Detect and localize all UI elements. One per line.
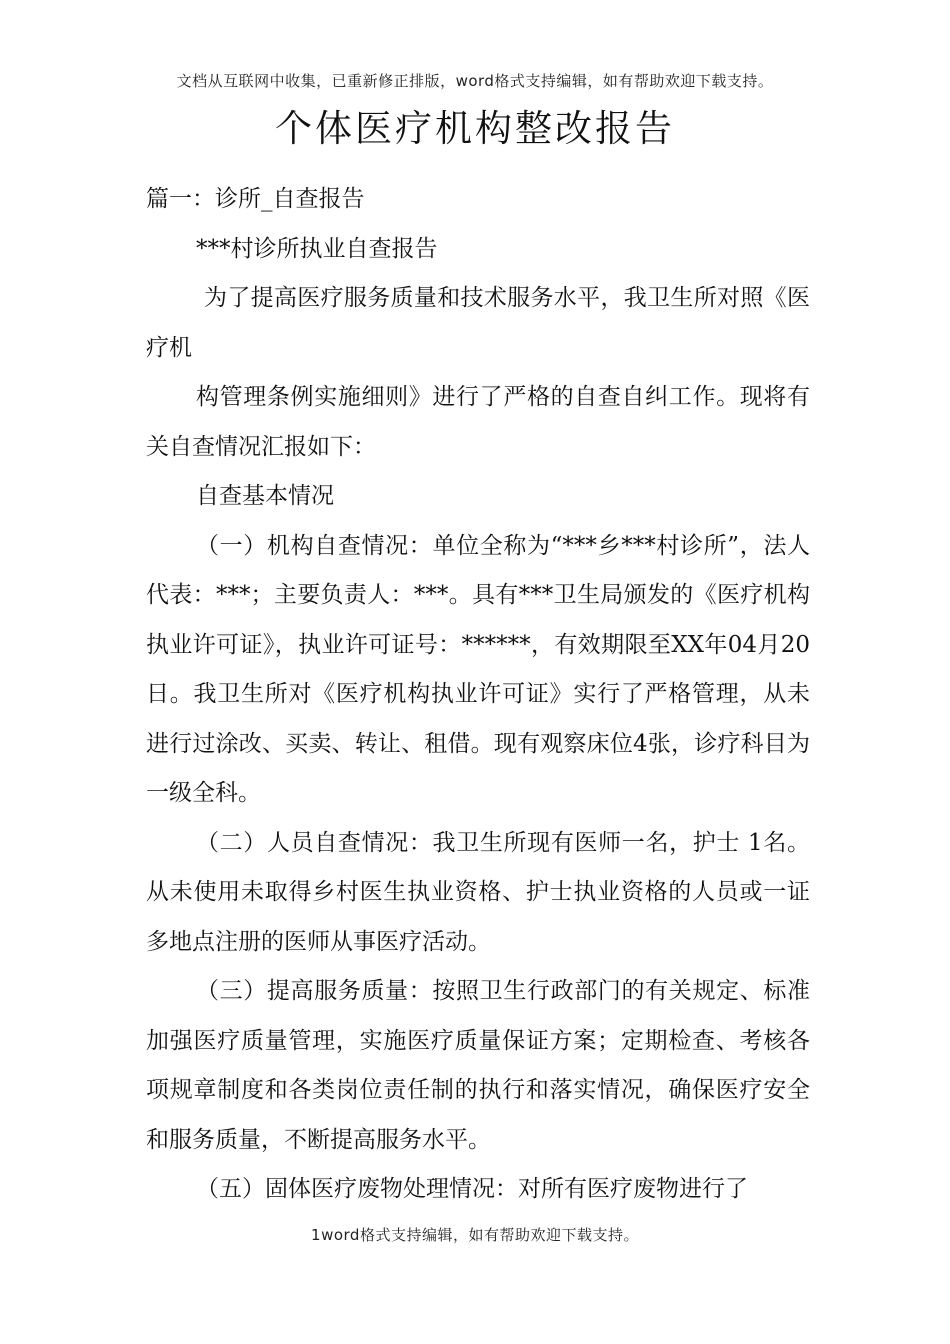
footer-note: 1word格式支持编辑，如有帮助欢迎下载支持。 [311,1226,639,1244]
subsection-heading: 自查基本情况 [196,483,334,509]
paragraph-intro-continued: 构管理条例实施细则》进行了严格的自查自纠工作。现将有关自查情况汇报如下： [146,384,810,460]
section-heading: 篇一：诊所_自查报告 [146,186,365,212]
paragraph-institution: （一）机构自查情况：单位全称为“***乡***村诊所”，法人代表：***；主要负责人：***。具有***卫生局颁发的《医疗机构执业许可证》，执业许可证号：******，有效期限至XX年04月20日。我卫生所对《医疗机构执业许可证》实行了严格管理，从未进行过涂改、买卖、转让、租借。现有观察床位4张，诊疗科目为一级全科。 [146,532,810,806]
document-title: 个体医疗机构整改报告 [275,107,675,150]
paragraph-quality: （三）提高服务质量：按照卫生行政部门的有关规定、标准加强医疗质量管理，实施医疗质量保证方案；定期检查、考核各项规章制度和各类岗位责任制的执行和落实情况，确保医疗安全和服务质量，不断提高服务水平。 [146,978,810,1153]
document-body [146,175,810,1215]
paragraph-personnel: （二）人员自查情况：我卫生所现有医师一名，护士 1名。从未使用未取得乡村医生执业资格、护士执业资格的人员或一证多地点注册的医师从事医疗活动。 [146,829,810,955]
report-subtitle: ***村诊所执业自查报告 [196,235,438,262]
header-note: 文档从互联网中收集，已重新修正排版，word格式支持编辑，如有帮助欢迎下载支持。 [176,72,774,90]
paragraph-waste: （五）固体医疗废物处理情况：对所有医疗废物进行了 [196,1176,748,1202]
paragraph-intro: 为了提高医疗服务质量和技术服务水平，我卫生所对照《医疗机 [146,285,810,361]
